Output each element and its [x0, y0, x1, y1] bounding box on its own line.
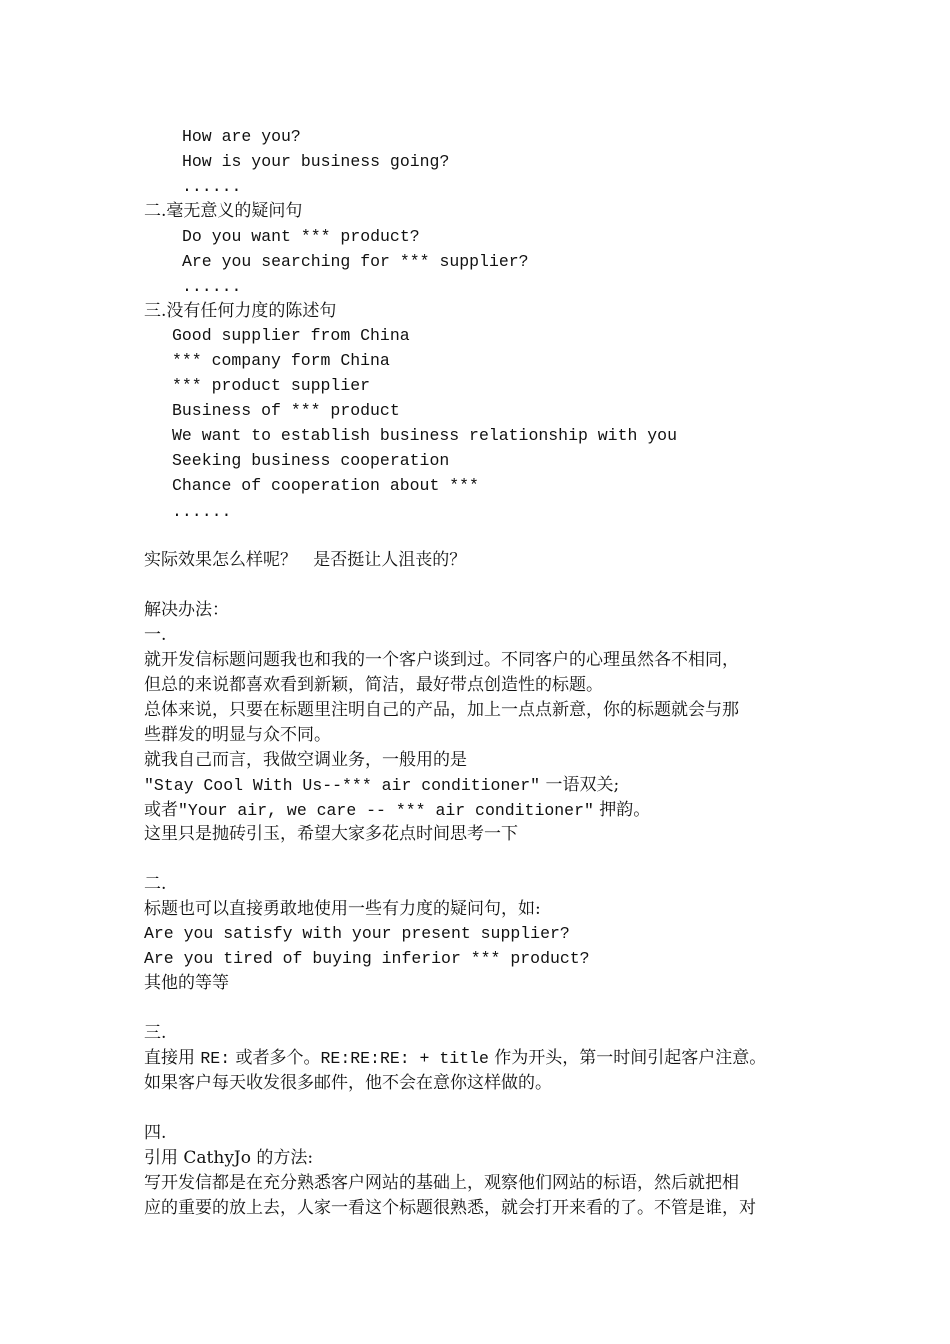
solution-two-intro: 标题也可以直接勇敢地使用一些有力度的疑问句，如:: [144, 899, 541, 919]
solution-four-line-1: [144, 1146, 313, 1170]
greeting-ellipsis: ......: [182, 177, 242, 196]
four-text-a: 引用: [144, 1148, 184, 1168]
solution-two-label: 二.: [144, 874, 167, 894]
question-example-1: Do you want *** product?: [182, 227, 420, 246]
solution-one-line-2: 但总的来说都喜欢看到新颖，简洁，最好带点创造性的标题。: [144, 675, 603, 695]
solution-four-line-2: 写开发信都是在充分熟悉客户网站的基础上，观察他们网站的标语，然后就把相: [144, 1173, 739, 1193]
statement-example-2: *** company form China: [172, 351, 390, 370]
solution-two-example-2: Are you tired of buying inferior *** product?: [144, 949, 590, 968]
example-2-prefix: 或者: [144, 800, 178, 820]
solution-four-label: 四.: [144, 1123, 167, 1143]
solution-one-line-4: 些群发的明显与众不同。: [144, 725, 331, 745]
greeting-example-1: How are you?: [182, 127, 301, 146]
solution-one-line-3: 总体来说，只要在标题里注明自己的产品，加上一点点新意，你的标题就会与那: [144, 700, 739, 720]
solution-one-label: 一.: [144, 625, 167, 645]
three-title-code: RE:RE:RE: + title: [320, 1049, 489, 1068]
section-three-heading: 三.没有任何力度的陈述句: [144, 301, 337, 321]
solution-two-closing: 其他的等等: [144, 973, 229, 993]
solutions-heading: 解决办法：: [144, 600, 229, 620]
statement-ellipsis: ......: [172, 502, 232, 521]
four-name: CathyJo: [183, 1148, 251, 1168]
solution-one-closing: 这里只是抛砖引玉，希望大家多花点时间思考一下: [144, 824, 518, 844]
solution-one-line-5: 就我自己而言，我做空调业务，一般用的是: [144, 750, 467, 770]
solution-one-line-1: 就开发信标题问题我也和我的一个客户谈到过。不同客户的心理虽然各不相同，: [144, 650, 739, 670]
example-2-note: 押韵。: [593, 800, 651, 820]
example-1-note: 一语双关;: [540, 775, 620, 795]
statement-example-4: Business of *** product: [172, 401, 400, 420]
three-text-e: 作为开头，第一时间引起客户注意。: [488, 1048, 767, 1068]
section-two-heading: 二.毫无意义的疑问句: [144, 201, 303, 221]
example-1-code: "Stay Cool With Us--*** air conditioner": [144, 776, 541, 795]
statement-example-5: We want to establish business relationship with you: [172, 426, 677, 445]
solution-one-example-1: [144, 773, 619, 798]
solution-one-example-2: [144, 798, 650, 823]
question-example-2: Are you searching for *** supplier?: [182, 252, 529, 271]
three-re-code: RE:: [200, 1049, 231, 1068]
statement-example-7: Chance of cooperation about ***: [172, 476, 479, 495]
solution-two-example-1: Are you satisfy with your present supplier?: [144, 924, 570, 943]
solution-three-label: 三.: [144, 1023, 167, 1043]
statement-example-3: *** product supplier: [172, 376, 371, 395]
solution-three-line-2: 如果客户每天收发很多邮件，他不会在意你这样做的。: [144, 1073, 552, 1093]
effect-question: 实际效果怎么样呢？ 是否挺让人沮丧的？: [144, 550, 467, 570]
greeting-example-2: How is your business going?: [182, 152, 450, 171]
example-2-code: "Your air, we care -- *** air conditioner": [178, 801, 594, 820]
statement-example-1: Good supplier from China: [172, 326, 410, 345]
solution-three-line-1: [144, 1046, 766, 1071]
three-text-c: 或者多个。: [230, 1048, 321, 1068]
three-text-a: 直接用: [144, 1048, 201, 1068]
statement-example-6: Seeking business cooperation: [172, 451, 450, 470]
question-ellipsis: ......: [182, 277, 242, 296]
solution-four-line-3: 应的重要的放上去，人家一看这个标题很熟悉，就会打开来看的了。不管是谁，对: [144, 1198, 756, 1218]
four-text-c: 的方法:: [250, 1148, 314, 1168]
